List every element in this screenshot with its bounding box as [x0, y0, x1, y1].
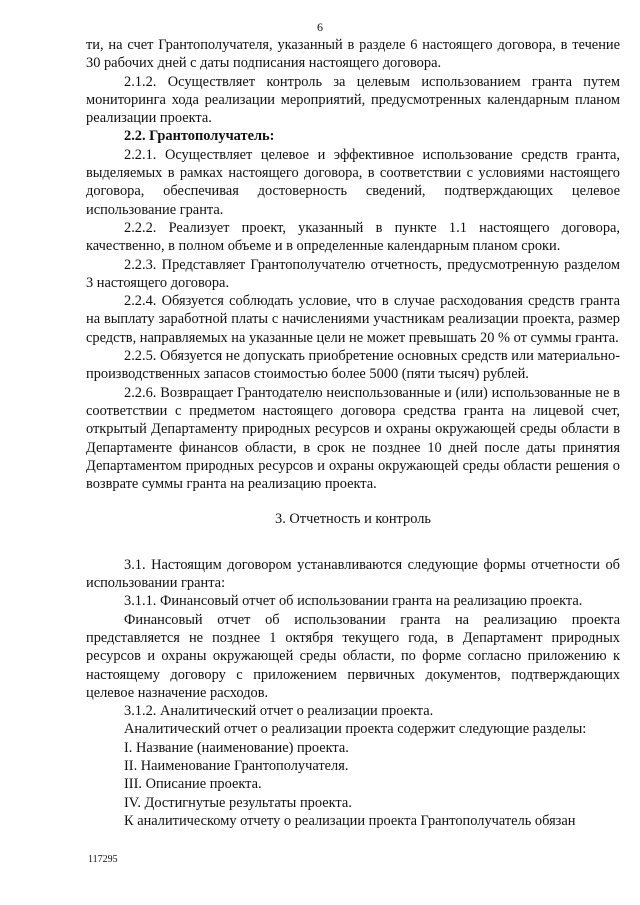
paragraph-2-2-1: 2.2.1. Осуществляет целевое и эффективное использование средств гранта, выделяемых в рамках настоящего договора, в соответствии с условиями настоящего договора, обеспечивая достоверность сведений, подтверждающих целевое использование гранта.	[86, 146, 620, 218]
list-item-section-3: III. Описание проекта.	[124, 776, 262, 793]
list-item-section-1: I. Название (наименование) проекта.	[124, 739, 349, 756]
page-number: 6	[317, 20, 323, 34]
subsection-heading-2-2: 2.2. Грантополучатель:	[124, 128, 275, 145]
paragraph-3-1: 3.1. Настоящим договором устанавливаются следующие формы отчетности об использовании гранта:	[86, 556, 620, 592]
paragraph-2-2-5: 2.2.5. Обязуется не допускать приобретение основных средств или материально-производственных запасов стоимостью более 5000 (пяти тысяч) рублей.	[86, 348, 620, 383]
paragraph-2-2-2: 2.2.2. Реализует проект, указанный в пункте 1.1 настоящего договора, качественно, в полном объеме и в определенные календарным планом сроки.	[86, 219, 620, 255]
document-body	[86, 36, 620, 830]
paragraph-analytic-attachment: К аналитическому отчету о реализации проекта Грантополучатель обязан	[124, 812, 576, 829]
paragraph-2-2-6: 2.2.6. Возвращает Грантодателю неиспользованные и (или) использованные не в соответствии с предметом настоящего договора средства гранта на лицевой счет, открытый Департаменту природных ресурсов и охраны окружающей среды области в Департаменте финансов области, в срок не позднее 10 дней после даты принятия Департаментом природных ресурсов и охраны окружающей среды области решения о возврате суммы гранта на реализацию проекта.	[86, 384, 620, 493]
paragraph-2-2-3: 2.2.3. Представляет Грантополучателю отчетность, предусмотренную разделом 3 настоящего договора.	[86, 256, 620, 291]
paragraph-3-1-2: 3.1.2. Аналитический отчет о реализации проекта.	[124, 703, 434, 720]
paragraph-analytic-report: Аналитический отчет о реализации проекта содержит следующие разделы:	[124, 721, 587, 738]
paragraph-2-2-4: 2.2.4. Обязуется соблюдать условие, что в случае расходования средств гранта на выплату заработной платы с начислениями участникам реализации проекта, размер средств, направляемых на указанные цели не может превышать 20 % от суммы гранта.	[86, 293, 620, 346]
paragraph-3-1-1: 3.1.1. Финансовый отчет об использовании гранта на реализацию проекта.	[124, 593, 583, 610]
list-item-section-4: IV. Достигнутые результаты проекта.	[124, 794, 352, 811]
paragraph-financial-report: Финансовый отчет об использовании гранта на реализацию проекта представляется не позднее 1 октября текущего года, в Департамент природных ресурсов и охраны окружающей среды области, по форме согласно приложению к настоящему договору с приложением первичных документов, подтверждающих целевое назначение расходов.	[86, 611, 620, 701]
list-item-section-2: II. Наименование Грантополучателя.	[124, 757, 349, 774]
paragraph-2-1-2: 2.1.2. Осуществляет контроль за целевым использованием гранта путем мониторинга хода реализации мероприятий, предусмотренных календарным планом реализации проекта.	[86, 73, 620, 127]
section-heading-3: 3. Отчетность и контроль	[275, 511, 431, 528]
footer-document-code: 117295	[88, 854, 118, 865]
paragraph-continuation: ти, на счет Грантополучателя, указанный в разделе 6 настоящего договора, в течение 30 рабочих дней с даты подписания настоящего договора.	[86, 37, 620, 72]
